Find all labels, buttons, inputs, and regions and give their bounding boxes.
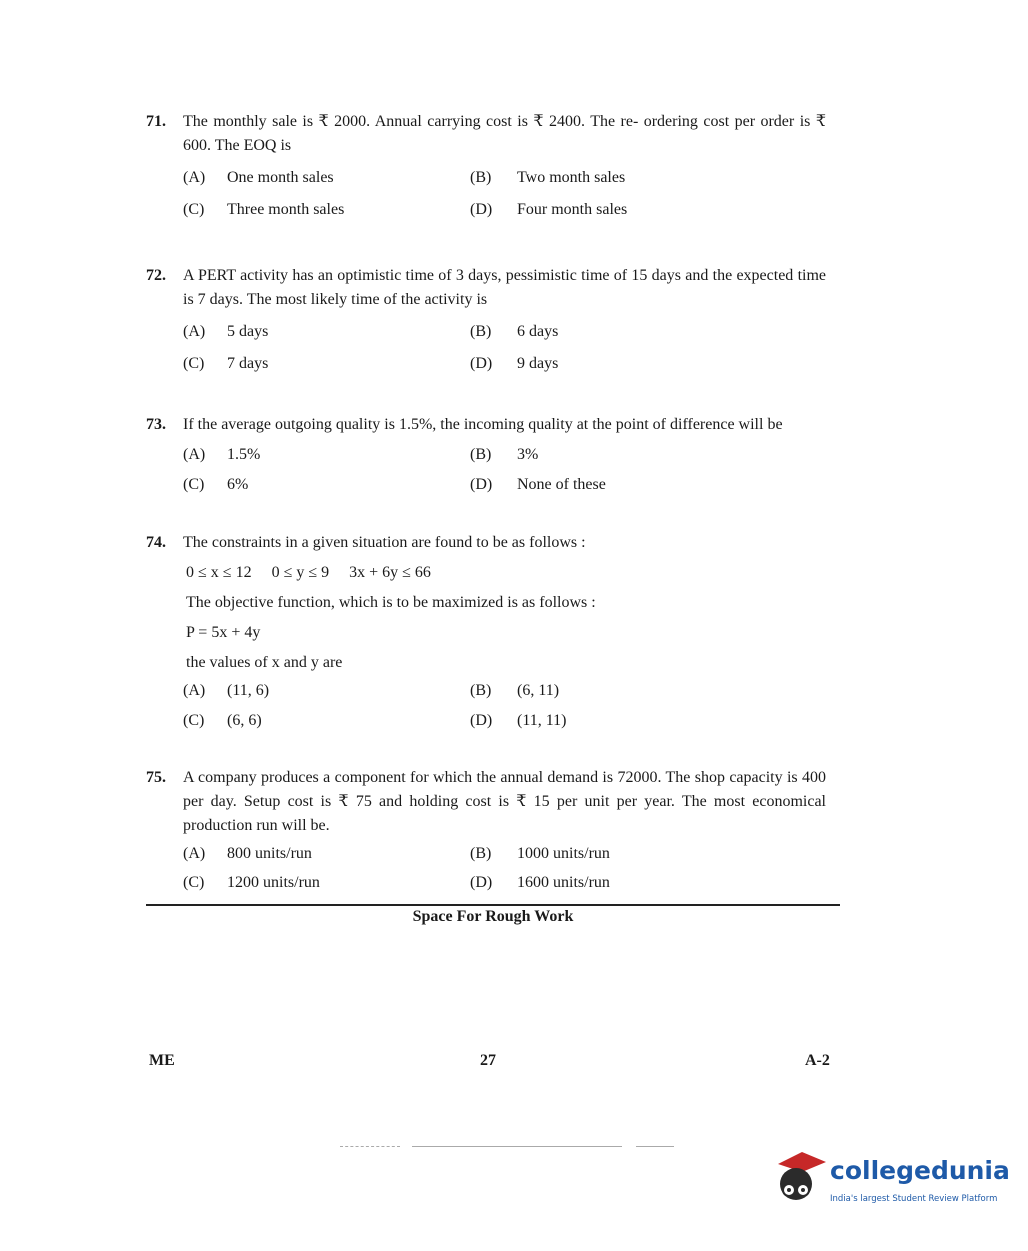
option-text-a: (11, 6) [227,682,270,699]
option-label-b: (B) [470,682,492,699]
question-text: The monthly sale is ₹ 2000. Annual carrying cost is ₹ 2400. The re- ordering cost per order is ₹ 600. The EOQ is [183,113,826,154]
options [183,842,826,900]
option-label-d: (D) [470,476,493,493]
divider [146,904,840,906]
collegedunia-logo [772,1146,1010,1216]
option-text-c: (6, 6) [227,712,262,729]
option-text-c: 6% [227,476,249,493]
mascot-icon [772,1146,828,1210]
question-text: A company produces a component for which the annual demand is 72000. The shop capacity is 400 per day. Setup cost is ₹ 75 and holding cost is ₹ 15 per unit per year. The most economical production run will be. [183,769,826,834]
question-number: 73. [146,416,166,433]
brand-name: collegedunia [830,1156,1010,1185]
brand-tagline: India's largest Student Review Platform [830,1194,998,1204]
option-label-a: (A) [183,845,206,862]
question-72 [146,264,826,384]
option-label-d: (D) [470,874,493,891]
option-text-d: 9 days [517,355,559,372]
question-number: 75. [146,769,166,786]
divider [636,1146,674,1147]
question-74 [146,531,826,739]
question-number: 74. [146,534,166,551]
option-label-c: (C) [183,476,205,493]
option-label-c: (C) [183,712,205,729]
option-label-c: (C) [183,201,205,218]
option-text-a: 1.5% [227,446,261,463]
option-text-b: (6, 11) [517,682,560,699]
option-text-d: 1600 units/run [517,874,610,891]
question-text: The constraints in a given situation are found to be as follows : [183,534,586,551]
option-label-b: (B) [470,446,492,463]
question-73 [146,413,826,503]
option-label-a: (A) [183,446,206,463]
option-text-c: Three month sales [227,201,345,218]
option-text-d: (11, 11) [517,712,567,729]
options [183,679,826,739]
divider [340,1146,400,1147]
objective-intro: The objective function, which is to be maximized is as follows : [186,594,596,611]
option-label-a: (A) [183,323,206,340]
option-label-b: (B) [470,845,492,862]
values-prompt: the values of x and y are [186,654,343,671]
divider [412,1146,622,1147]
option-label-a: (A) [183,169,206,186]
options [183,166,826,230]
question-71 [146,110,826,230]
option-label-d: (D) [470,201,493,218]
question-number: 72. [146,267,166,284]
option-text-b: 6 days [517,323,559,340]
question-text: A PERT activity has an optimistic time of 3 days, pessimistic time of 15 days and the expected time is 7 days. The most likely time of the activity is [183,267,826,308]
option-label-b: (B) [470,323,492,340]
options [183,443,826,503]
option-label-d: (D) [470,355,493,372]
question-75 [146,766,826,900]
constraints-line: 0 ≤ x ≤ 12 0 ≤ y ≤ 9 3x + 6y ≤ 66 [186,564,431,581]
rough-work-heading: Space For Rough Work [412,908,574,925]
option-text-c: 1200 units/run [227,874,320,891]
options [183,320,826,384]
objective-function: P = 5x + 4y [186,624,261,641]
option-text-b: Two month sales [517,169,626,186]
question-number: 71. [146,113,166,130]
option-text-a: 5 days [227,323,269,340]
footer-booklet-code: A-2 [805,1052,830,1069]
footer-page-number: 27 [480,1052,496,1069]
option-text-d: Four month sales [517,201,628,218]
option-label-c: (C) [183,355,205,372]
option-label-b: (B) [470,169,492,186]
question-text: If the average outgoing quality is 1.5%, the incoming quality at the point of difference will be [183,416,783,433]
option-text-c: 7 days [227,355,269,372]
option-text-d: None of these [517,476,606,493]
option-text-b: 3% [517,446,539,463]
option-label-c: (C) [183,874,205,891]
option-text-a: One month sales [227,169,334,186]
footer-subject-code: ME [149,1052,175,1069]
option-label-d: (D) [470,712,493,729]
option-text-a: 800 units/run [227,845,312,862]
option-text-b: 1000 units/run [517,845,610,862]
option-label-a: (A) [183,682,206,699]
